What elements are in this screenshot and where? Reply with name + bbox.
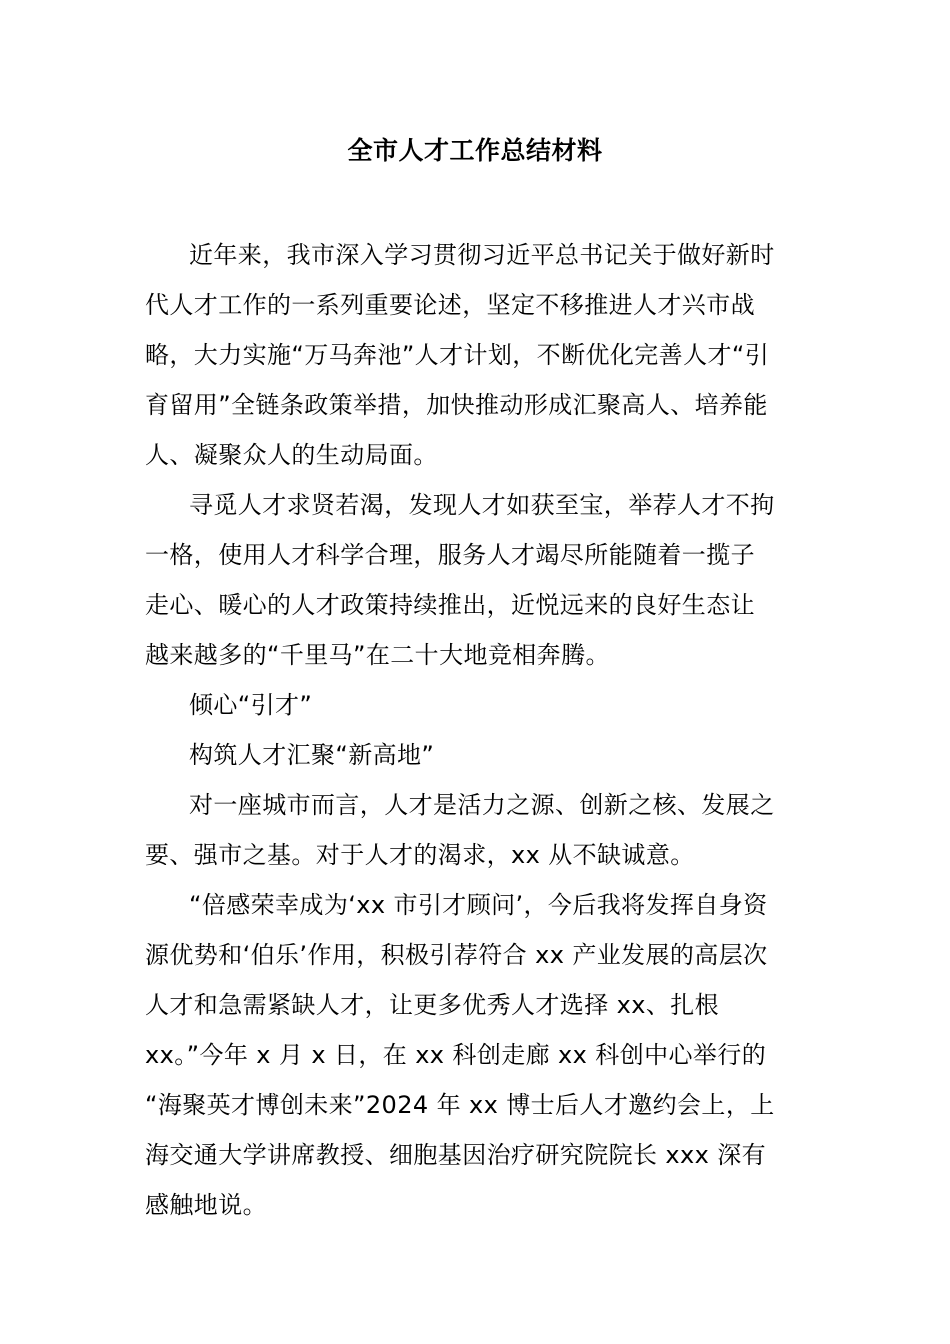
paragraph-2-line-1: 寻觅人才求贤若渴，发现人才如获至宝，举荐人才不拘 — [189, 491, 775, 519]
paragraph-2-line-3: 走心、暖心的人才政策持续推出，近悦远来的良好生态让 — [145, 591, 755, 619]
paragraph-1-line-4: 育留用”全链条政策举措，加快推动形成汇聚高人、培养能 — [145, 391, 768, 419]
paragraph-4-line-1: “倍感荣幸成为‘xx 市引才顾问’，今后我将发挥自身资 — [189, 891, 768, 919]
paragraph-4-line-2: 源优势和‘伯乐’作用，积极引荐符合 xx 产业发展的高层次 — [145, 941, 768, 969]
section-heading-2: 构筑人才汇聚“新高地” — [189, 741, 435, 769]
paragraph-1-line-1: 近年来，我市深入学习贯彻习近平总书记关于做好新时 — [189, 241, 775, 269]
paragraph-4-line-4: xx。”今年 x 月 x 日，在 xx 科创走廊 xx 科创中心举行的 — [145, 1041, 767, 1069]
paragraph-4-line-6: 海交通大学讲席教授、细胞基因治疗研究院院长 xxx 深有 — [145, 1141, 767, 1169]
document-title: 全市人才工作总结材料 — [347, 136, 603, 165]
paragraph-3-line-2: 要、强市之基。对于人才的渴求，xx 从不缺诚意。 — [145, 841, 695, 869]
paragraph-3-line-1: 对一座城市而言，人才是活力之源、创新之核、发展之 — [189, 791, 775, 819]
paragraph-2-line-4: 越来越多的“千里马”在二十大地竞相奔腾。 — [145, 641, 610, 669]
paragraph-4-line-7: 感触地说。 — [145, 1191, 267, 1219]
paragraph-1-line-3: 略，大力实施“万马奔池”人才计划，不断优化完善人才“引 — [145, 341, 770, 369]
document-body — [145, 230, 805, 1230]
paragraph-4-line-3: 人才和急需紧缺人才，让更多优秀人才选择 xx、扎根 — [145, 991, 720, 1019]
section-heading-1: 倾心“引才” — [189, 691, 313, 719]
paragraph-1-line-5: 人、凝聚众人的生动局面。 — [145, 441, 438, 469]
paragraph-4-line-5: “海聚英才博创未来”2024 年 xx 博士后人才邀约会上，上 — [145, 1091, 775, 1119]
paragraph-1-line-2: 代人才工作的一系列重要论述，坚定不移推进人才兴市战 — [145, 291, 755, 319]
paragraph-2-line-2: 一格，使用人才科学合理，服务人才竭尽所能随着一揽子 — [145, 541, 755, 569]
